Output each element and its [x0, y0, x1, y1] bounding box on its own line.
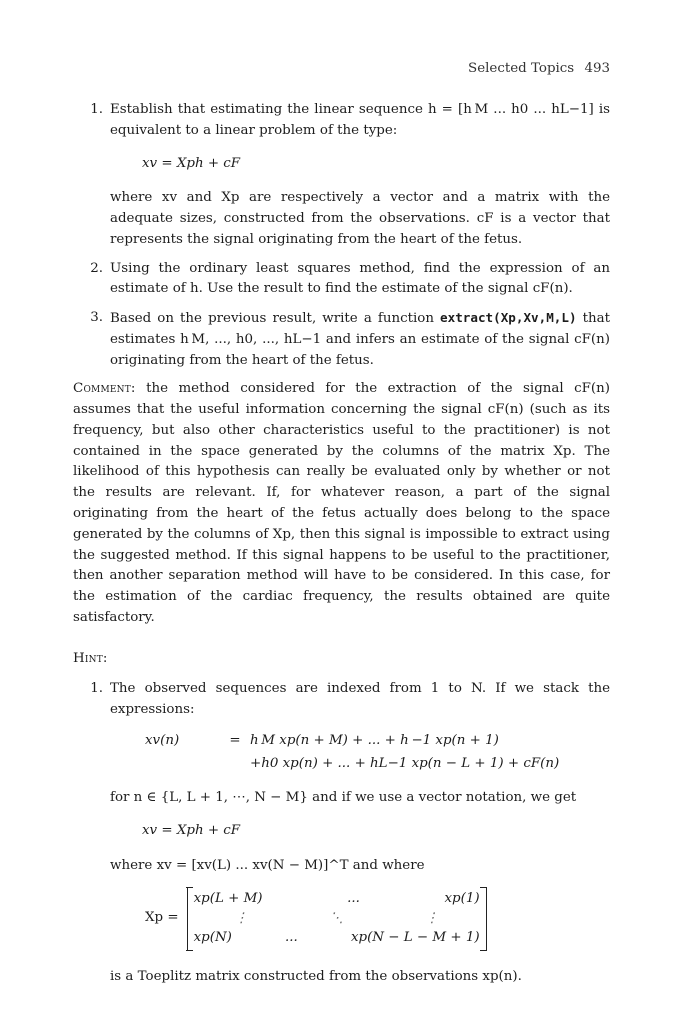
matrix-cell: ⋱ — [329, 910, 344, 926]
equation: xv = Xph + cF — [142, 155, 241, 171]
hint-text: where xv = [xv(L) ... xv(N − M)]^T and where — [110, 857, 425, 873]
hint-item-1 — [73, 679, 610, 987]
comment-paragraph — [73, 379, 610, 628]
equation-lhs: xv(n) — [145, 732, 180, 748]
function-signature: extract(Xp,Xv,M,L) — [440, 310, 577, 326]
exercise-item-1 — [73, 100, 610, 251]
comment-label: Comment: — [73, 381, 136, 397]
matrix-cell: xp(N) — [193, 929, 232, 945]
item-text: Using the ordinary least squares method, find the expression of an estimate of h. Use the result to find the estimate of the signal cF(n). — [110, 260, 610, 297]
hint-text: is a Toeplitz matrix constructed from the observations xp(n). — [110, 968, 522, 984]
hint-label: Hint: — [73, 650, 108, 666]
hint-text: The observed sequences are indexed from 1 to N. If we stack the expressions: — [110, 681, 610, 718]
item-number: 3. — [90, 310, 103, 326]
running-header — [468, 59, 610, 80]
toeplitz-matrix-equation — [110, 887, 610, 951]
matrix-cell: ⋮ — [234, 910, 248, 926]
exercise-item-3 — [73, 308, 610, 371]
hint-text: for n ∈ {L, L + 1, ⋯, N − M} and if we use a vector notation, we get — [110, 790, 577, 806]
item-text: where xv and Xp are respectively a vector and a matrix with the adequate sizes, constructed from the observations. cF is a vector that represents the signal originating from the heart of the fetus. — [110, 190, 610, 247]
matrix-cell: xp(L + M) — [193, 890, 263, 906]
item-text: Based on the previous result, write a function — [110, 311, 434, 327]
matrix-cell: xp(N − L − M + 1) — [350, 929, 480, 945]
item-text: Establish that estimating the linear sequence h = [h M ... h0 ... hL−1] is equivalent to a linear problem of the type: — [110, 102, 610, 138]
item-text: that estimates h M, ..., h0, ..., hL−1 and infers an estimate of the signal cF(n) originating from the heart of the fetus. — [110, 311, 610, 368]
item-number: 1. — [90, 102, 103, 117]
matrix-cell: ... — [285, 929, 298, 945]
item-number: 1. — [90, 681, 103, 697]
equation-line-2: +h0 xp(n) + ... + hL−1 xp(n − L + 1) + cF(n) — [250, 755, 560, 771]
exercise-item-2 — [73, 259, 610, 301]
equation-line-1: h M xp(n + M) + ... + h −1 xp(n + 1) — [250, 732, 499, 748]
matrix-cell: xp(1) — [444, 890, 480, 906]
item-number: 2. — [90, 260, 103, 276]
equals-sign: = — [229, 732, 241, 748]
comment-text: the method considered for the extraction of the signal cF(n) assumes that the useful information concerning the signal cF(n) (such as its frequency, but also other characteristics useful to the practitioner) is not contained in the space generated by the columns of the matrix Xp. The likelihood of this hypothesis can really be evaluated only by whether or not the results are relevant. If, for whatever reason, a part of the signal originating from the heart of the fetus actually does belong to the space generated by the columns of Xp, then this signal is impossible to extract using the suggested method. If this signal happens to be useful to the practitioner, then another separation method will have to be considered. In this case, for the estimation of the cardiac frequency, the results obtained are quite satisfactory. — [73, 381, 610, 625]
section-title: Selected Topics — [468, 61, 575, 76]
page-number: 493 — [584, 61, 610, 76]
page-body — [73, 100, 610, 996]
matrix-cell: ... — [347, 890, 360, 906]
equation: xv = Xph + cF — [142, 823, 241, 839]
matrix-lhs: Xp = — [145, 910, 179, 926]
toeplitz-matrix — [187, 887, 487, 951]
aligned-equation — [110, 731, 610, 775]
matrix-cell: ⋮ — [425, 910, 439, 926]
